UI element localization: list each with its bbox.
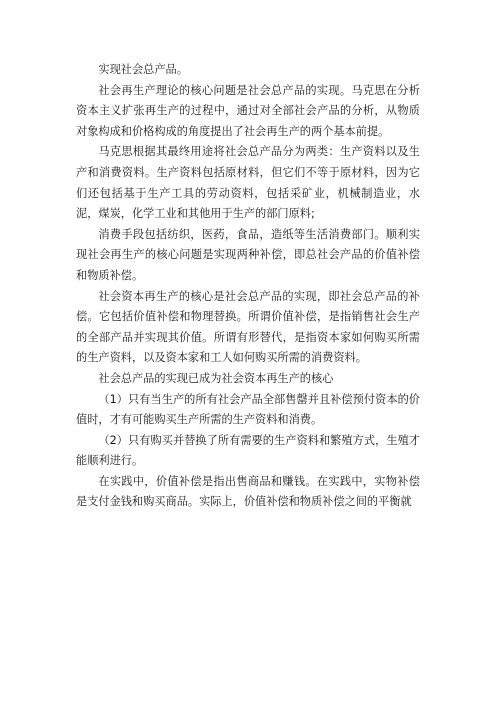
paragraph-9: 在实践中，价值补偿是指出售商品和赚钱。在实践中，实物补偿是支付金钱和购买商品。实际上，价值补偿和物质补偿之间的平衡就	[76, 474, 420, 509]
paragraph-3: 马克思根据其最终用途将社会总产品分为两类：生产资料以及生产和消费资料。生产资料包括原材料，但它们不等于原材料，因为它们还包括基于生产工具的劳动资料，包括采矿业，机械制造业，水泥，煤炭，化学工业和其他用于生产的部门原料;	[76, 145, 420, 221]
paragraph-2: 社会再生产理论的核心问题是社会总产品的实现。马克思在分析资本主义扩张再生产的过程中，通过对全部社会产品的分析，从物质对象构成和价格构成的角度提出了社会再生产的两个基本前提。	[76, 83, 420, 138]
paragraph-1: 实现社会总产品。	[98, 63, 188, 76]
paragraph-6: 社会总产品的实现已成为社会资本再生产的核心	[98, 371, 334, 385]
paragraph-5: 社会资本再生产的核心是社会总产品的实现，即社会总产品的补偿。它包括价值补偿和物理替换。所谓价值补偿，是指销售社会生产的全部产品并实现其价值。所谓有形替代，是指资本家如何购买所需的生产资料，以及资本家和工人如何购买所需的消费资料。	[76, 289, 420, 365]
paragraph-4: 消费手段包括纺织，医药，食品，造纸等生活消费部门。顺利实现社会再生产的核心问题是实现两种补偿，即总社会产品的价值补偿和物质补偿。	[76, 227, 420, 282]
paragraph-8: （2）只有购买并替换了所有需要的生产资料和繁殖方式，生殖才能顺利进行。	[76, 433, 420, 468]
paragraph-7: （1）只有当生产的所有社会产品全部售罄并且补偿预付资本的价值时，才有可能购买生产所需的生产资料和消费。	[76, 392, 420, 427]
document-body	[76, 60, 420, 513]
